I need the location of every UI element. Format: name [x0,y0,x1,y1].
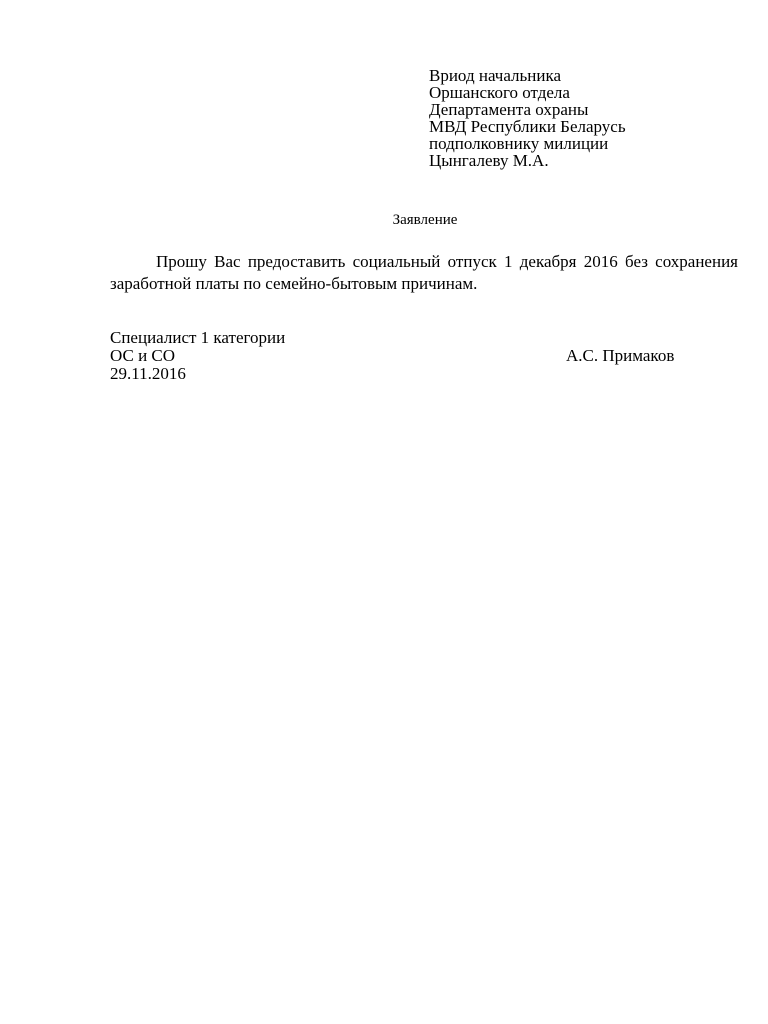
addressee-line-organization: Департамента охраны [429,100,589,119]
signer-name: А.С. Примаков [566,346,675,365]
addressee-line-department: Оршанского отдела [429,83,570,102]
addressee-line-position: Вриод начальника [429,66,562,85]
document-title: Заявление [392,212,458,228]
signature-date: 29.11.2016 [110,364,186,383]
document-body: Прошу Вас предоставить социальный отпуск 1 декабря 2016 без сохранения заработной платы по семейно-бытовым причинам. [110,252,738,293]
signature-position-line2 [110,347,738,365]
addressee-line-rank: подполковнику милиции [429,134,609,153]
signature-department: ОС и СО [110,346,176,365]
signature-block [110,329,738,383]
signature-position-line1: Специалист 1 категории [110,328,286,347]
addressee-block [429,67,626,169]
addressee-line-name: Цынгалеву М.А. [429,151,549,170]
addressee-line-ministry: МВД Республики Беларусь [429,117,626,136]
